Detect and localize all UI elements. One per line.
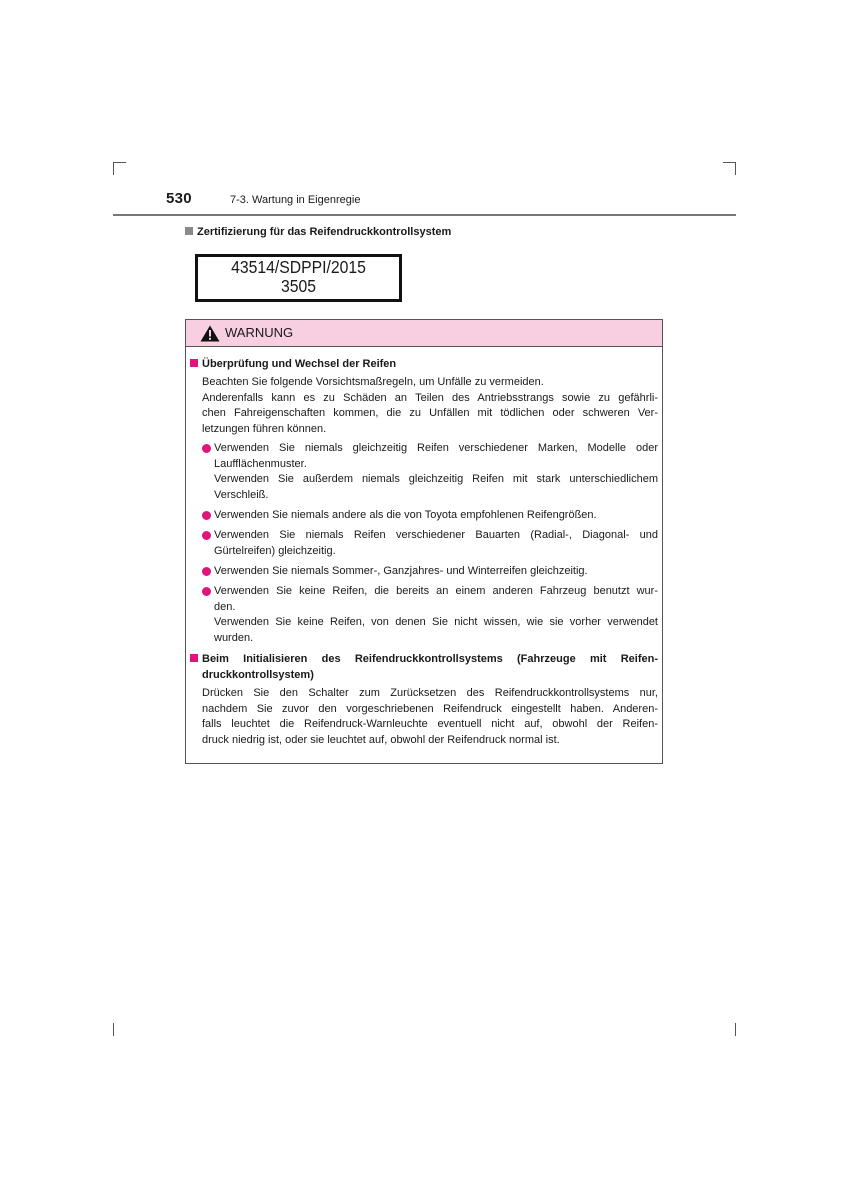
list-item: Verwenden Sie niemals Reifen verschiedener Bauarten (Radial-, Diagonal- und Gürtelreifen) gleichzeitig.	[202, 528, 658, 559]
square-bullet-icon	[190, 654, 198, 662]
crop-mark-bottom-right-v	[735, 1023, 736, 1036]
list-item: Verwenden Sie keine Reifen, die bereits an einem anderen Fahrzeug benutzt wur- den. Verwenden Sie keine Reifen, von denen Sie nicht wissen, wie sie vorher verwendet wurden.	[202, 584, 658, 646]
section-heading-tire-check: Überprüfung und Wechsel der Reifen	[190, 357, 658, 373]
crop-mark-top-left-v	[113, 162, 114, 175]
crop-mark-top-right-h	[723, 162, 736, 163]
warning-title: WARNUNG	[225, 325, 294, 340]
page-number: 530	[166, 190, 192, 207]
certification-label-box	[195, 254, 402, 302]
section-heading-tpms-init: Beim Initialisieren des Reifendruckkontrollsystems (Fahrzeuge mit Reifen- druckkontrollsystem)	[190, 652, 658, 683]
section-intro: Beachten Sie folgende Vorsichtsmaßregeln, um Unfälle zu vermeiden. Anderenfalls kann es zu Schäden an Teilen des Antriebsstrangs sowie zu gefährli- chen Fahreigenschaften kommen, die zu Unfällen mit tödlichen oder schweren Ver- letzungen führen können.	[202, 376, 658, 435]
certification-code: 3505	[280, 276, 317, 296]
section-body: Drücken Sie den Schalter zum Zurücksetzen des Reifendruckkontrollsystems nur, nachdem Sie zuvor den vorgeschriebenen Reifendruck eingestellt haben. Anderen- falls leuchtet die Reifendruck-Warnleuchte eventuell nicht auf, obwohl der Reifen- druck niedrig ist, oder sie leuchtet auf, obwohl der Reifendruck normal ist.	[202, 687, 658, 746]
warning-triangle-icon	[200, 325, 220, 342]
list-item: Verwenden Sie niemals andere als die von Toyota empfohlenen Reifengrößen.	[202, 508, 658, 524]
crop-mark-top-right-v	[735, 162, 736, 175]
list-item: Verwenden Sie niemals gleichzeitig Reifen verschiedener Marken, Modelle oder Laufflächenmuster. Verwenden Sie außerdem niemals gleichzeitig Reifen mit stark unterschiedlichem Verschleiß.	[202, 441, 658, 503]
bullet-dot-icon	[202, 444, 211, 453]
list-item: Verwenden Sie niemals Sommer-, Ganzjahres- und Winterreifen gleichzeitig.	[202, 564, 658, 580]
square-bullet-icon	[190, 359, 198, 367]
header-rule	[113, 214, 736, 216]
warning-box	[185, 319, 663, 764]
square-bullet-icon	[185, 227, 193, 235]
bullet-dot-icon	[202, 587, 211, 596]
certification-heading: Zertifizierung für das Reifendruckkontrollsystem	[185, 226, 451, 238]
section-title: 7-3. Wartung in Eigenregie	[230, 194, 361, 206]
page-header	[113, 190, 736, 218]
certification-number: 43514/SDPPI/2015	[231, 257, 366, 277]
bullet-dot-icon	[202, 531, 211, 540]
crop-mark-top-left-h	[113, 162, 126, 163]
warning-header	[186, 320, 662, 347]
crop-mark-bottom-left-v	[113, 1023, 114, 1036]
bullet-dot-icon	[202, 511, 211, 520]
bullet-dot-icon	[202, 567, 211, 576]
